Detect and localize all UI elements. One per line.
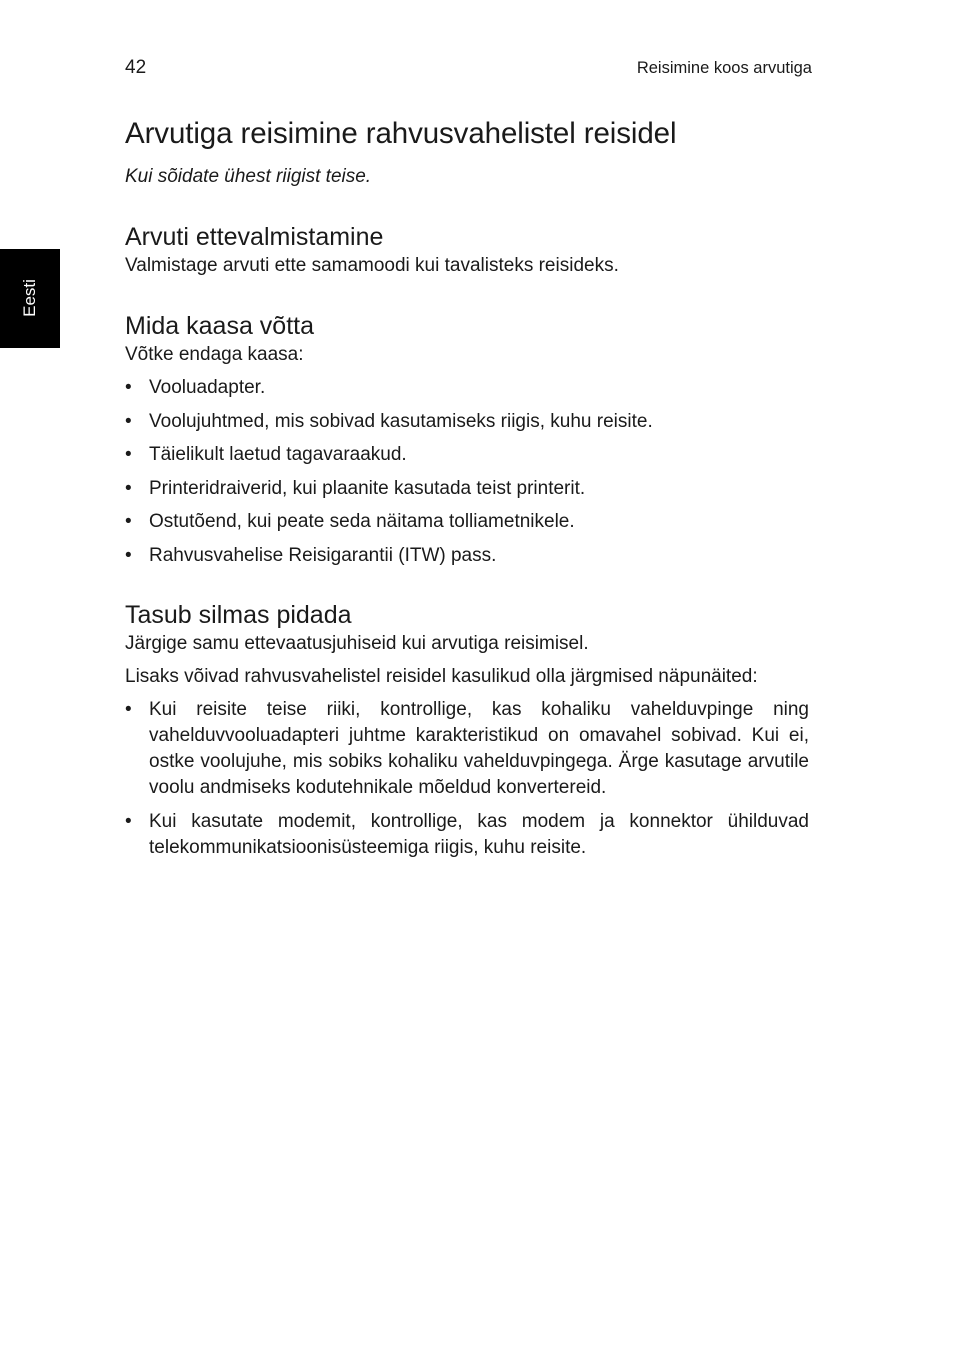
bullet-icon: •: [125, 377, 132, 398]
page-title: Arvutiga reisimine rahvusvahelistel reisidel: [125, 117, 677, 150]
section-things-to-consider: [125, 599, 809, 861]
page-subtitle: Kui sõidate ühest riigist teise.: [125, 166, 372, 187]
list-item: [125, 543, 809, 569]
bullet-icon: •: [125, 477, 132, 499]
list-item-text: Kui kasutate modemit, kontrollige, kas modem ja konnektor ühilduvad telekommunikatsioonisüsteemiga riigis, kuhu reisite.: [149, 810, 809, 858]
bullet-icon: •: [125, 810, 132, 832]
section-paragraph: Järgige samu ettevaatusjuhiseid kui arvutiga reisimisel.: [125, 632, 589, 654]
list-item-text: Voolujuhtmed, mis sobivad kasutamiseks riigis, kuhu reisite.: [149, 410, 653, 432]
list-item-text: Rahvusvahelise Reisigarantii (ITW) pass.: [149, 544, 497, 566]
list-item: [125, 375, 809, 401]
bullet-list: [125, 697, 809, 861]
bullet-list: [125, 375, 809, 569]
bullet-icon: •: [125, 698, 132, 720]
bullet-icon: •: [125, 544, 132, 566]
list-item-text: Täielikult laetud tagavaraakud.: [149, 444, 407, 466]
page-number: 42: [125, 57, 147, 78]
running-header: Reisimine koos arvutiga: [636, 59, 812, 77]
list-item: [125, 509, 809, 535]
bullet-icon: •: [125, 410, 132, 432]
bullet-icon: •: [125, 511, 132, 533]
section-heading: Arvuti ettevalmistamine: [125, 223, 384, 251]
bullet-icon: •: [125, 444, 132, 466]
list-item-text: Printeridraiverid, kui plaanite kasutada teist printerit.: [149, 477, 586, 499]
page-content: [125, 114, 809, 868]
list-item: [125, 697, 809, 801]
section-prepare: [125, 221, 809, 279]
language-tab-label: Eesti: [20, 279, 39, 317]
section-paragraph: Võtke endaga kaasa:: [125, 344, 304, 365]
language-tab: [0, 249, 60, 348]
section-paragraph: Lisaks võivad rahvusvahelistel reisidel kasulikud olla järgmised näpunäited:: [125, 665, 758, 687]
list-item: [125, 442, 809, 468]
list-item-text: Ostutõend, kui peate seda näitama tolliametnikele.: [149, 511, 575, 533]
list-item: [125, 809, 809, 861]
list-item-text: Vooluadapter.: [149, 377, 266, 398]
section-paragraph: Valmistage arvuti ette samamoodi kui tavalisteks reisideks.: [125, 255, 619, 276]
section-what-to-bring: [125, 310, 809, 569]
list-item-text: Kui reisite teise riiki, kontrollige, kas kohaliku vahelduvpinge ning vahelduvvooluadapteri juhtme karakteristikud on omavahel sobivad. Kui ei, ostke voolujuhe, mis sobiks kohaliku vahelduvpingega. Ärge kasutage arvutile voolu andmiseks kodutehnikale mõeldud konvertereid.: [149, 698, 809, 798]
list-item: [125, 409, 809, 435]
section-heading: Tasub silmas pidada: [125, 600, 352, 629]
section-heading: Mida kaasa võtta: [125, 312, 314, 340]
list-item: [125, 476, 809, 502]
